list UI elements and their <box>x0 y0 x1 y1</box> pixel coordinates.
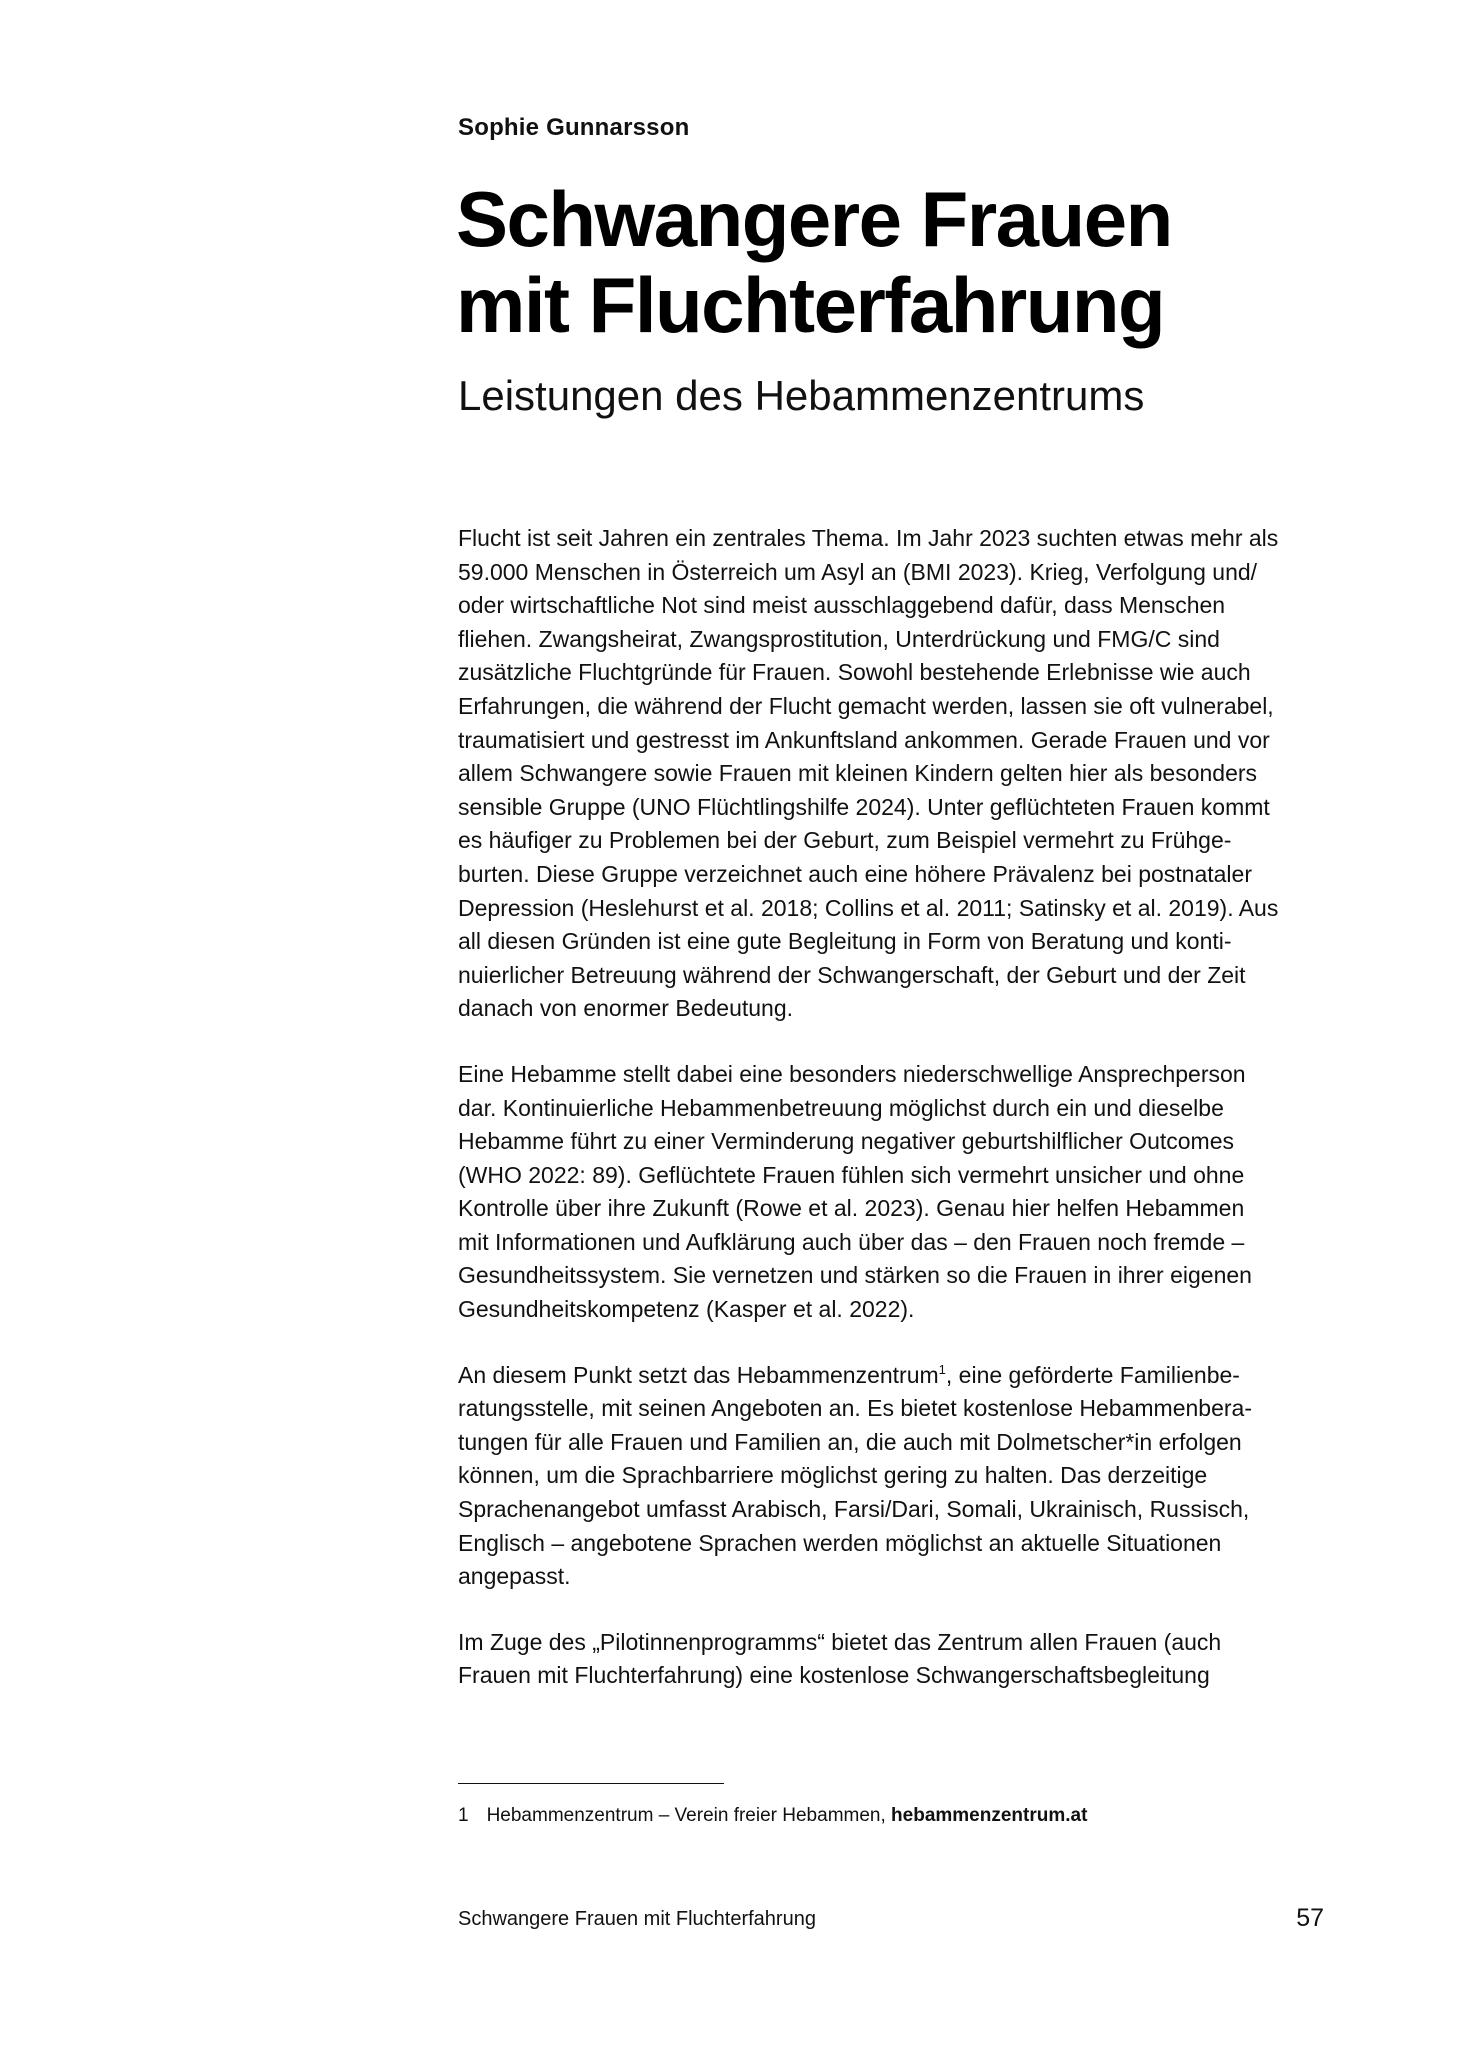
article-body <box>458 522 1338 1725</box>
text-line: fliehen. Zwangsheirat, Zwangsprostitution, Unterdrückung und FMG/C sind <box>458 625 1220 652</box>
title-line: mit Fluchterfahrung <box>456 261 1165 349</box>
text-line: Im Zuge des „Pilotinnenprogramms“ bietet das Zentrum allen Frauen (auch <box>458 1628 1222 1655</box>
text-line: Eine Hebamme stellt dabei eine besonders niederschwellige Ansprechperson <box>458 1060 1246 1087</box>
footnote-marker[interactable]: 1 <box>938 1361 946 1377</box>
running-footer-title: Schwangere Frauen mit Fluchterfahrung <box>458 1908 816 1930</box>
text-line: Erfahrungen, die während der Flucht gemacht werden, lassen sie oft vulnerabel, <box>458 692 1274 719</box>
text-line: nuierlicher Betreuung während der Schwangerschaft, der Geburt und der Zeit <box>458 961 1246 988</box>
text-line: mit Informationen und Aufklärung auch über das – den Frauen noch fremde – <box>458 1228 1245 1255</box>
body-paragraph <box>458 522 1338 1026</box>
text-line: Englisch – angebotene Sprachen werden möglichst an aktuelle Situationen <box>458 1529 1222 1556</box>
text-line: Depression (Heslehurst et al. 2018; Collins et al. 2011; Satinsky et al. 2019). Aus <box>458 894 1279 921</box>
text-line: angepasst. <box>458 1563 571 1590</box>
text-line: Gesundheitskompetenz (Kasper et al. 2022). <box>458 1296 915 1323</box>
footnote-divider <box>458 1783 724 1784</box>
article-subtitle: Leistungen des Hebammenzentrums <box>458 372 1145 419</box>
body-paragraph <box>458 1058 1338 1327</box>
text-line: oder wirtschaftliche Not sind meist ausschlaggebend dafür, dass Menschen <box>458 592 1226 619</box>
text-line: traumatisiert und gestresst im Ankunftsland ankommen. Gerade Frauen und vor <box>458 726 1270 753</box>
text-line: Hebamme führt zu einer Verminderung negativer geburtshilflicher Outcomes <box>458 1128 1234 1155</box>
article-title <box>456 176 1356 348</box>
text-line: es häufiger zu Problemen bei der Geburt, zum Beispiel vermehrt zu Frühge- <box>458 827 1232 854</box>
text-line: Sprachenangebot umfasst Arabisch, Farsi/Dari, Somali, Ukrainisch, Russisch, <box>458 1496 1250 1523</box>
text-line: (WHO 2022: 89). Geflüchtete Frauen fühlen sich vermehrt unsicher und ohne <box>458 1161 1245 1188</box>
text-line: An diesem Punkt setzt das Hebammenzentrum$^1$, eine geförderte Familienbe- <box>458 1361 1240 1388</box>
body-paragraph <box>458 1359 1338 1594</box>
footnote <box>458 1803 1087 1829</box>
author-name: Sophie Gunnarsson <box>458 114 690 141</box>
text-line: zusätzliche Fluchtgründe für Frauen. Sowohl bestehende Erlebnisse wie auch <box>458 659 1251 686</box>
text-line: Frauen mit Fluchterfahrung) eine kostenlose Schwangerschaftsbegleitung <box>458 1662 1210 1689</box>
text-line: dar. Kontinuierliche Hebammenbetreuung möglichst durch ein und dieselbe <box>458 1094 1224 1121</box>
text-line: burten. Diese Gruppe verzeichnet auch eine höhere Prävalenz bei postnataler <box>458 860 1252 887</box>
text-line: danach von enormer Bedeutung. <box>458 995 794 1022</box>
text-line: allem Schwangere sowie Frauen mit kleinen Kindern gelten hier als besonders <box>458 760 1258 787</box>
text-line: können, um die Sprachbarriere möglichst gering zu halten. Das derzeitige <box>458 1462 1208 1489</box>
text-line: tungen für alle Frauen und Familien an, die auch mit Dolmetscher*in erfolgen <box>458 1428 1242 1455</box>
text-line: all diesen Gründen ist eine gute Begleitung in Form von Beratung und konti- <box>458 928 1232 955</box>
text-line: Flucht ist seit Jahren ein zentrales Thema. Im Jahr 2023 suchten etwas mehr als <box>458 525 1279 551</box>
page-number: 57 <box>1296 1904 1324 1932</box>
text-line: ratungsstelle, mit seinen Angeboten an. Es bietet kostenlose Hebammenbera- <box>458 1395 1252 1422</box>
text-line: 59.000 Menschen in Österreich um Asyl an (BMI 2023). Krieg, Verfolgung und/ <box>458 558 1258 585</box>
body-paragraph <box>458 1626 1338 1693</box>
text-line: Kontrolle über ihre Zukunft (Rowe et al. 2023). Genau hier helfen Hebammen <box>458 1195 1245 1222</box>
footnote-text: Hebammenzentrum – Verein freier Hebammen, <box>486 1805 892 1826</box>
footnote-link[interactable]: hebammenzentrum.at <box>891 1805 1088 1826</box>
text-line: Gesundheitssystem. Sie vernetzen und stärken so die Frauen in ihrer eigenen <box>458 1262 1252 1289</box>
footnote-number: 1 <box>458 1805 469 1826</box>
title-line: Schwangere Frauen <box>456 175 1172 263</box>
text-line: sensible Gruppe (UNO Flüchtlingshilfe 2024). Unter geflüchteten Frauen kommt <box>458 793 1270 820</box>
